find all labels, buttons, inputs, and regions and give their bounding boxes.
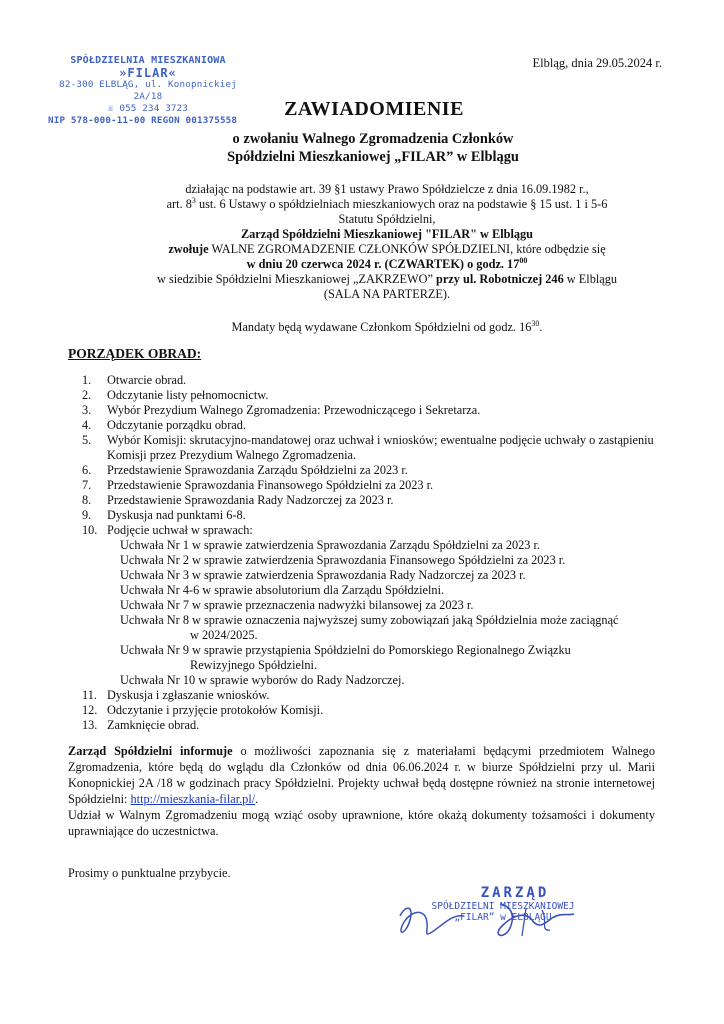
- resolution-item: Uchwała Nr 8 w sprawie oznaczenia najwyższej sumy zobowiązań jaką Spółdzielnia może zaciągnąć w 2024/2025.: [120, 613, 619, 642]
- stamp-line-phone: ☏ 055 234 3723: [107, 103, 189, 114]
- agenda-item: [82, 388, 682, 403]
- agenda-item: [82, 718, 682, 733]
- agenda-item-text: Przedstawienie Sprawozdania Finansowego Spółdzielni za 2023 r.: [107, 478, 434, 492]
- resolution-item: Uchwała Nr 1 w sprawie zatwierdzenia Sprawozdania Zarządu Spółdzielni za 2023 r.: [120, 538, 540, 552]
- agenda-item: [82, 403, 682, 418]
- mandates-note: Mandaty będą wydawane Członkom Spółdzielni od godz. $16^{30}$.: [231, 318, 543, 334]
- agenda-item: [82, 508, 682, 523]
- website-link[interactable]: http://mieszkania-filar.pl/: [130, 792, 256, 806]
- agenda-item: [82, 688, 682, 703]
- agenda-item-text: Odczytanie listy pełnomocnictw.: [107, 388, 269, 402]
- agenda-item-number: 13.: [82, 718, 98, 732]
- agenda-item-number: 9.: [82, 508, 92, 522]
- agenda-item-text: Odczytanie porządku obrad.: [107, 418, 246, 432]
- intro-convenes-line: zwołuje WALNE ZGROMADZENIE CZŁONKÓW SPÓŁDZIELNI, które odbędzie się: [168, 242, 606, 256]
- agenda-item: [82, 523, 682, 688]
- agenda-item: [82, 418, 682, 433]
- signature-stamp-line-2: „FILAR” w ELBLĄGU: [454, 912, 552, 923]
- agenda-item-text: Dyskusja nad punktami 6-8.: [107, 508, 246, 522]
- agenda-item-number: 8.: [82, 493, 92, 507]
- meeting-date: w dniu 20 czerwca 2024 r. (CZWARTEK) o godz. $17^{00}$: [246, 255, 528, 271]
- agenda-item-text: Wybór Prezydium Walnego Zgromadzenia: Przewodniczącego i Sekretarza.: [107, 403, 481, 417]
- resolution-item: Uchwała Nr 4-6 w sprawie absolutorium dla Zarządu Spółdzielni.: [120, 583, 445, 597]
- agenda-item-number: 7.: [82, 478, 92, 492]
- document-title: ZAWIADOMIENIE: [284, 98, 464, 120]
- agenda-item-text: Przedstawienie Sprawozdania Rady Nadzorczej za 2023 r.: [107, 493, 394, 507]
- agenda-item: [82, 493, 682, 508]
- participation-paragraph: Udział w Walnym Zgromadzeniu mogą wziąć osoby uprawnione, które okażą dokumenty tożsamości i dokumenty uprawniające do uczestnictwa.: [68, 808, 655, 838]
- agenda-item-number: 5.: [82, 433, 92, 447]
- signature-stamp-title: ZARZĄD: [480, 885, 550, 901]
- agenda-item-number: 12.: [82, 703, 98, 717]
- agenda-item-text: Otwarcie obrad.: [107, 373, 187, 387]
- agenda-list: [82, 373, 682, 733]
- agenda-item-number: 1.: [82, 373, 92, 387]
- resolution-item: Uchwała Nr 9 w sprawie przystąpienia Spółdzielni do Pomorskiego Regionalnego Związku Rewizyjnego Spółdzielni.: [120, 643, 571, 672]
- intro-line: art. $8^3$ ust. 6 Ustawy o spółdzielniach mieszkaniowych oraz na podstawie § 15 ust. 1 i 5-6: [166, 195, 608, 211]
- resolution-item: Uchwała Nr 10 w sprawie wyborów do Rady Nadzorczej.: [120, 673, 405, 687]
- resolution-item: Uchwała Nr 7 w sprawie przeznaczenia nadwyżki bilansowej za 2023 r.: [120, 598, 474, 612]
- info-paragraph: Zarząd Spółdzielni informuje o możliwości zapoznania się z materiałami będącymi przedmiotem Walnego Zgromadzenia, które będą do wglądu dla Członków od dnia 06.06.2024 r. w biurze Spółdzielni przy ul. Marii Konopnickiej 2A /18 w godzinach pracy Spółdzielni. Projekty uchwał będą dostępne również na stronie internetowej Spółdzielni: http://mieszkania-filar.pl/.: [68, 744, 655, 806]
- stamp-line-address: 82-300 ELBLĄG, ul. Konopnickiej 2A/18: [59, 79, 237, 102]
- agenda-item-number: 11.: [82, 688, 97, 702]
- stamp-line-name: SPÓŁDZIELNIA MIESZKANIOWA: [70, 55, 226, 66]
- intro-paragraph: [90, 182, 684, 302]
- handwritten-signature-icon: [392, 886, 602, 956]
- agenda-item: [82, 463, 682, 478]
- agenda-item-number: 4.: [82, 418, 92, 432]
- stamp-line-nip-regon: NIP 578-000-11-00 REGON 001375558: [48, 115, 238, 126]
- info-section: [68, 743, 655, 839]
- intro-line: działając na podstawie art. 39 §1 ustawy Prawo Spółdzielcze z dnia 16.09.1982 r.,: [185, 182, 589, 196]
- agenda-item: [82, 433, 682, 463]
- agenda-item-number: 10.: [82, 523, 98, 537]
- resolution-item: Uchwała Nr 2 w sprawie zatwierdzenia Sprawozdania Finansowego Spółdzielni za 2023 r.: [120, 553, 566, 567]
- agenda-item-text: Zamknięcie obrad.: [107, 718, 200, 732]
- stamp-line-filar: »FILAR«: [119, 66, 177, 80]
- agenda-item-text: Przedstawienie Sprawozdania Zarządu Spółdzielni za 2023 r.: [107, 463, 408, 477]
- intro-line: Statutu Spółdzielni,: [338, 212, 436, 226]
- meeting-location: w siedzibie Spółdzielni Mieszkaniowej „ZAKRZEWO” przy ul. Robotniczej 246 w Elblągu: [156, 272, 618, 286]
- agenda-item-number: 6.: [82, 463, 92, 477]
- resolutions-list: [107, 538, 682, 688]
- agenda-item-text: Dyskusja i zgłaszanie wniosków.: [107, 688, 270, 702]
- agenda-item-number: 3.: [82, 403, 92, 417]
- document-subtitle: [0, 130, 724, 166]
- closing-line: Prosimy o punktualne przybycie.: [68, 866, 231, 880]
- resolution-item: Uchwała Nr 3 w sprawie zatwierdzenia Sprawozdania Rady Nadzorczej za 2023 r.: [120, 568, 526, 582]
- intro-board-line: Zarząd Spółdzielni Mieszkaniowej "FILAR" w Elblągu: [240, 227, 534, 241]
- agenda-item: [82, 703, 682, 718]
- agenda-item: [82, 373, 682, 388]
- meeting-room: (SALA NA PARTERZE).: [323, 287, 451, 301]
- agenda-item-text: Wybór Komisji: skrutacyjno-mandatowej oraz uchwał i wniosków; ewentualne podjęcie uchwały o zastąpieniu Komisji przez Prezydium Walnego Zgromadzenia.: [107, 433, 654, 462]
- subtitle-line-2: Spółdzielni Mieszkaniowej „FILAR” w Elblągu: [227, 149, 519, 165]
- agenda-item-text: Podjęcie uchwał w sprawach:: [107, 523, 253, 537]
- city-date: Elbląg, dnia 29.05.2024 r.: [532, 56, 662, 70]
- signature-stamp-line-1: SPÓŁDZIELNI MIESZKANIOWEJ: [431, 901, 575, 912]
- agenda-item: [82, 478, 682, 493]
- agenda-item-number: 2.: [82, 388, 92, 402]
- agenda-heading: PORZĄDEK OBRAD:: [68, 346, 202, 361]
- agenda-item-text: Odczytanie i przyjęcie protokołów Komisji.: [107, 703, 324, 717]
- subtitle-line-1: o zwołaniu Walnego Zgromadzenia Członków: [232, 131, 514, 147]
- board-signature-stamp: [392, 886, 602, 923]
